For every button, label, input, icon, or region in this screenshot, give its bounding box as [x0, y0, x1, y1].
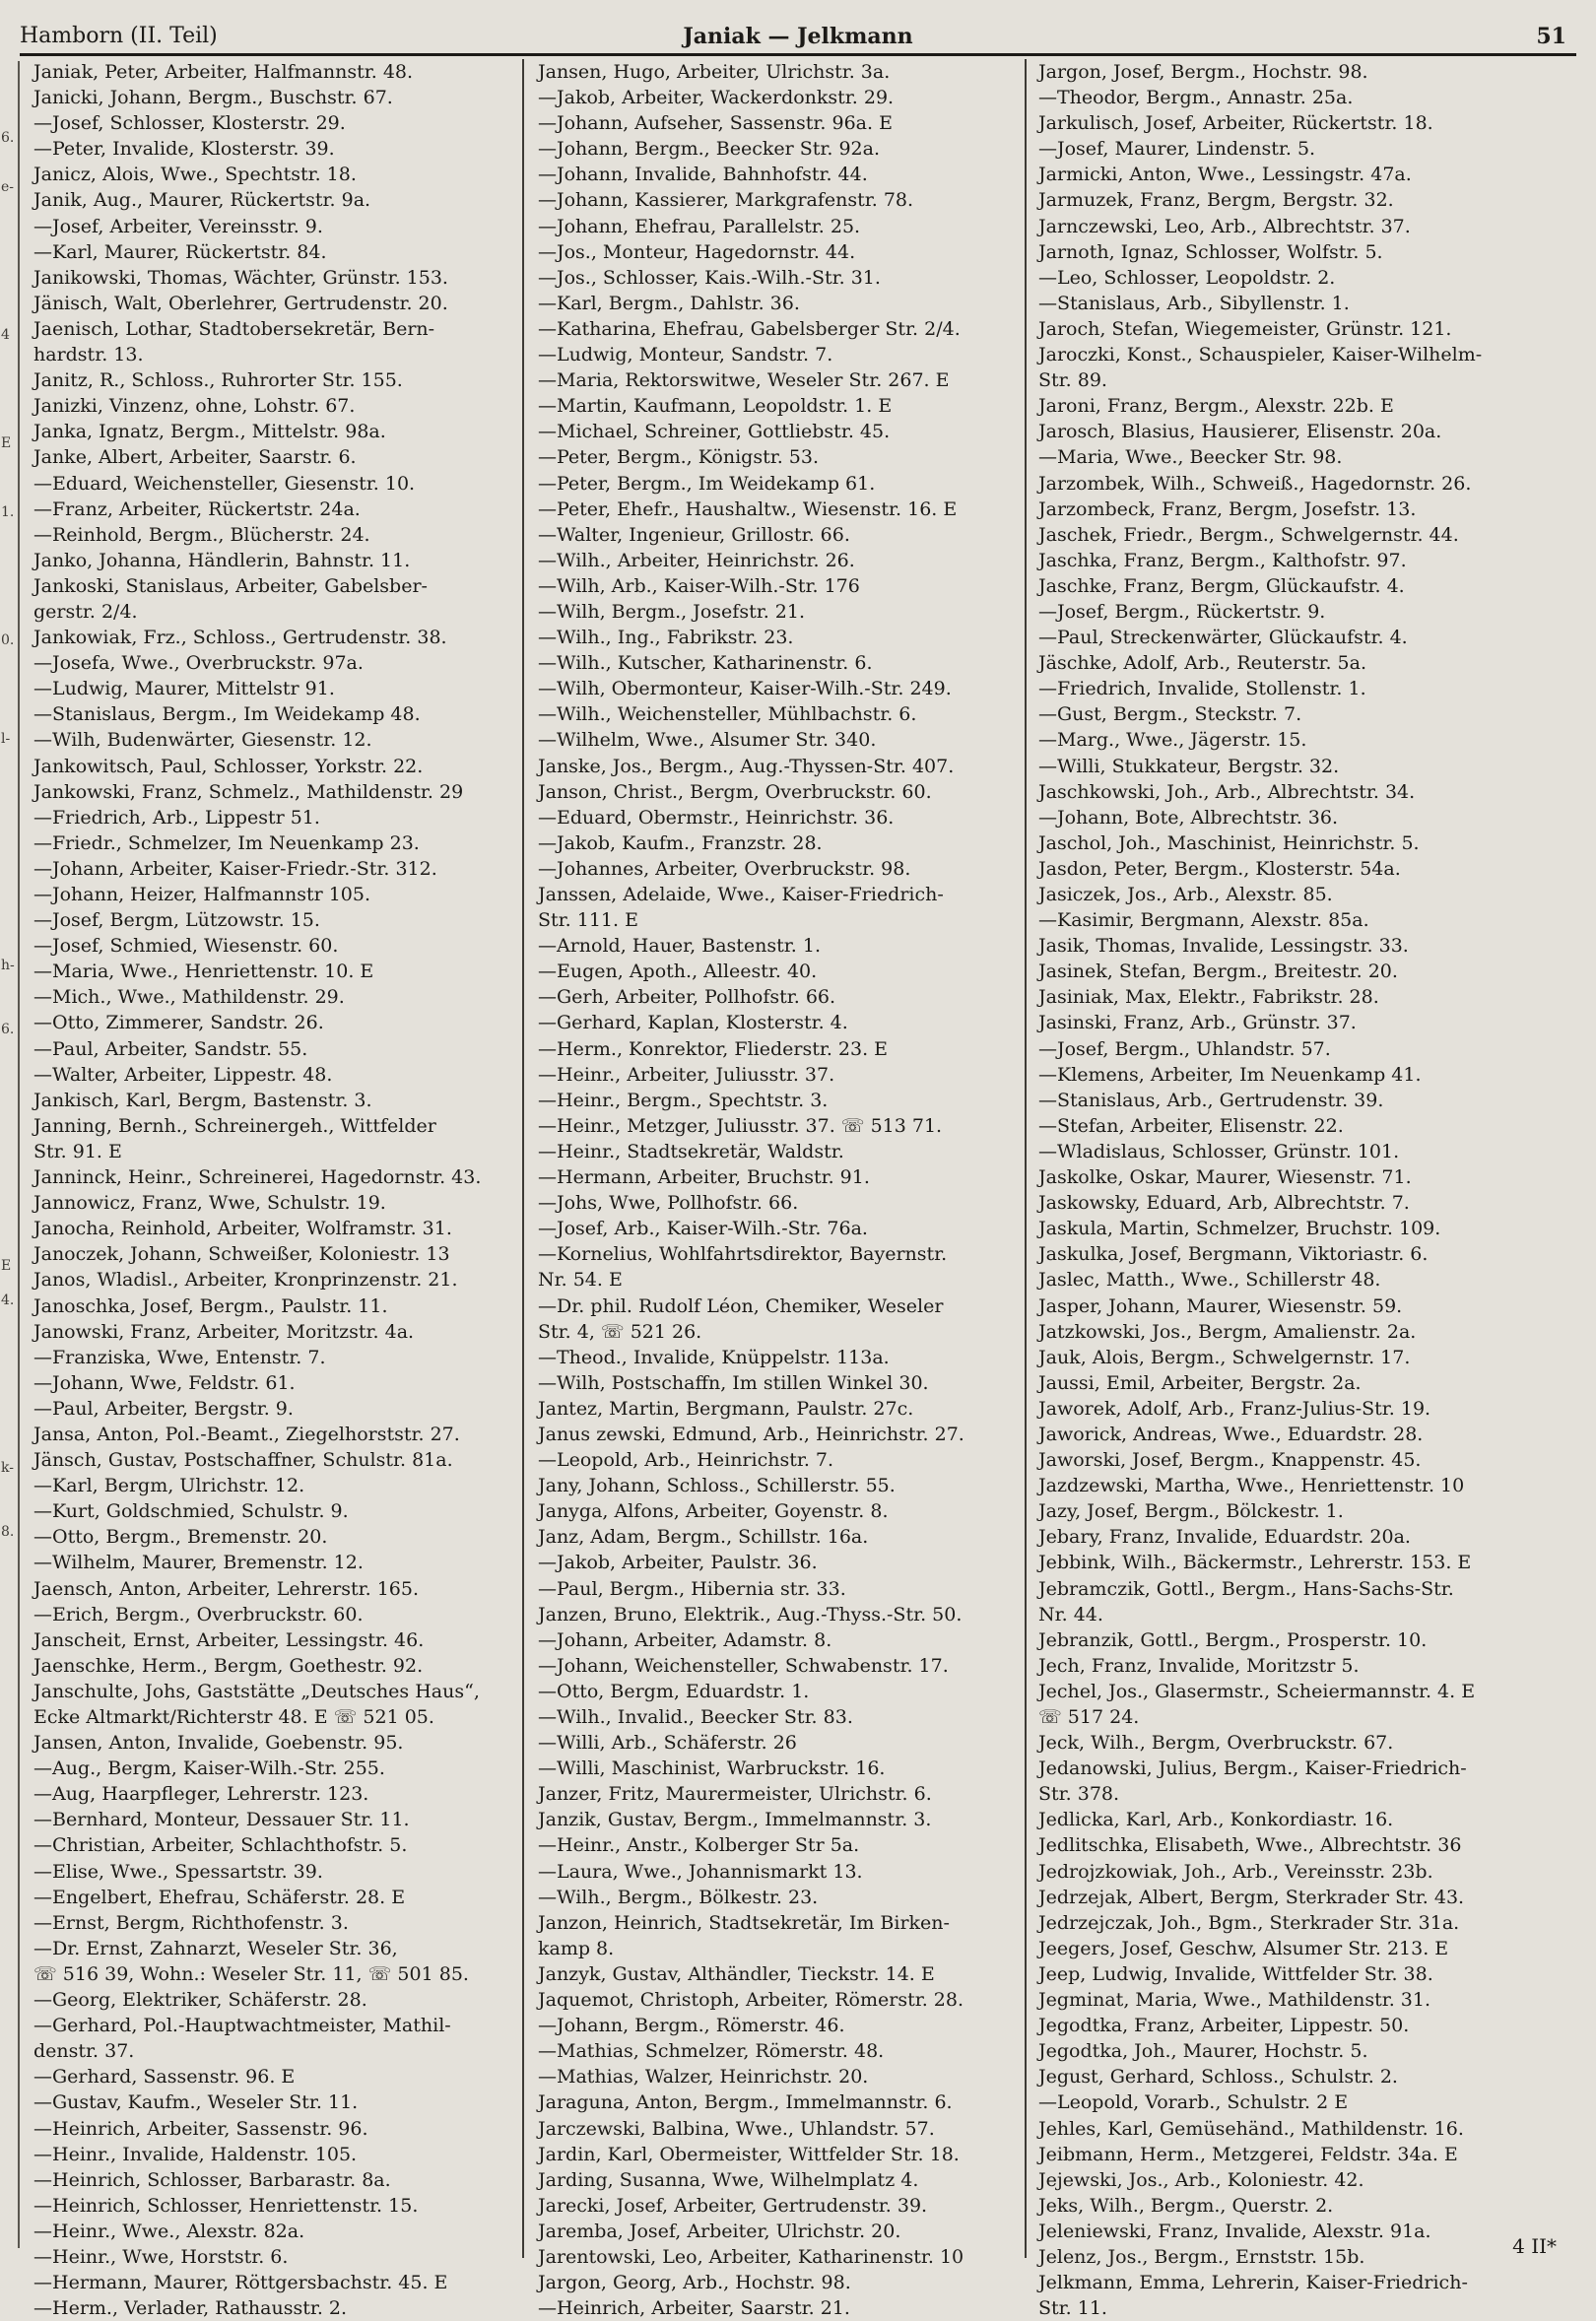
margin-mark: 4. — [1, 1293, 15, 1308]
directory-entry: Jedanowski, Julius, Bergm., Kaiser-Friedrich- — [1038, 1757, 1467, 1780]
directory-entry: Jedrzejczak, Joh., Bgm., Sterkrader Str. 31a. — [1038, 1911, 1460, 1934]
directory-entry: Janik, Aug., Maurer, Rückertstr. 9a. — [33, 189, 371, 212]
directory-entry: Janoczek, Johann, Schweißer, Koloniestr. 13 — [33, 1243, 450, 1266]
directory-entry: Jasiczek, Jos., Arb., Alexstr. 85. — [1038, 884, 1333, 905]
directory-entry: —Reinhold, Bergm., Blücherstr. 24. — [33, 523, 370, 546]
directory-entry: Janitz, R., Schloss., Ruhrorter Str. 155. — [33, 369, 403, 392]
directory-entry: Janizki, Vinzenz, ohne, Lohstr. 67. — [33, 395, 356, 418]
header-page-number: 51 — [1536, 24, 1566, 49]
directory-entry: Jaroch, Stefan, Wiegemeister, Grünstr. 121. — [1038, 317, 1452, 340]
margin-mark: k- — [1, 1460, 14, 1476]
directory-entry: —Johann, Weichensteller, Schwabenstr. 17. — [538, 1654, 949, 1677]
directory-entry: —Mich., Wwe., Mathildenstr. 29. — [33, 986, 345, 1009]
directory-entry: —Jakob, Arbeiter, Wackerdonkstr. 29. — [538, 87, 895, 109]
directory-entry: Jaschke, Franz, Bergm, Glückaufstr. 4. — [1038, 574, 1405, 597]
directory-entry: Str. 111. E — [538, 909, 638, 932]
directory-entry: —Johann, Heizer, Halfmannstr 105. — [33, 884, 371, 905]
directory-entry: —Johann, Bergm., Beecker Str. 92a. — [538, 138, 881, 161]
directory-entry: Jeegers, Josef, Geschw, Alsumer Str. 213. E — [1038, 1937, 1449, 1959]
directory-entry: —Paul, Arbeiter, Sandstr. 55. — [33, 1037, 308, 1060]
directory-entry: —Eduard, Weichensteller, Giesenstr. 10. — [33, 472, 416, 495]
directory-entry: Jargon, Josef, Bergm., Hochstr. 98. — [1038, 61, 1368, 83]
directory-entry: Janiak, Peter, Arbeiter, Halfmannstr. 48. — [33, 61, 414, 83]
directory-entry: —Otto, Bergm., Bremenstr. 20. — [33, 1526, 328, 1549]
directory-entry: Jankowiak, Frz., Schloss., Gertrudenstr. 38. — [33, 627, 447, 649]
directory-entry: Jasiniak, Max, Elektr., Fabrikstr. 28. — [1038, 986, 1379, 1009]
directory-column-3 — [1031, 59, 1528, 2321]
directory-entry: Janning, Bernh., Schreinergeh., Wittfelder — [33, 1114, 436, 1137]
directory-entry: Jasik, Thomas, Invalide, Lessingstr. 33. — [1038, 935, 1409, 958]
directory-entry: Janowski, Franz, Arbeiter, Moritzstr. 4a. — [33, 1320, 415, 1343]
directory-entry: Janicz, Alois, Wwe., Spechtstr. 18. — [33, 164, 357, 186]
directory-entry: —Walter, Ingenieur, Grillostr. 66. — [538, 523, 850, 546]
directory-entry: Jaraguna, Anton, Bergm., Immelmannstr. 6. — [538, 2091, 953, 2114]
directory-entry: —Kornelius, Wohlfahrtsdirektor, Bayernstr. — [538, 1243, 948, 1266]
directory-entry: —Gust, Bergm., Steckstr. 7. — [1038, 703, 1302, 726]
directory-entry: —Katharina, Ehefrau, Gabelsberger Str. 2/4. — [538, 317, 961, 340]
directory-entry: —Jakob, Kaufm., Franzstr. 28. — [538, 831, 823, 854]
directory-entry: —Martin, Kaufmann, Leopoldstr. 1. E — [538, 395, 893, 418]
directory-entry: —Heinrich, Schlosser, Barbarastr. 8a. — [33, 2168, 391, 2191]
page-footer-signature: 4 II* — [1512, 2234, 1557, 2258]
directory-entry: —Gerhard, Pol.-Hauptwachtmeister, Mathil- — [33, 2015, 451, 2037]
directory-entry: Jarzombeck, Franz, Bergm, Josefstr. 13. — [1038, 497, 1417, 520]
directory-entry: —Jos., Schlosser, Kais.-Wilh.-Str. 31. — [538, 266, 881, 289]
directory-entry: Janoschka, Josef, Bergm., Paulstr. 11. — [33, 1294, 388, 1317]
directory-entry: —Johann, Arbeiter, Adamstr. 8. — [538, 1628, 832, 1651]
directory-entry: Jaskolke, Oskar, Maurer, Wiesenstr. 71. — [1038, 1166, 1412, 1189]
directory-entry: Jaroczki, Konst., Schauspieler, Kaiser-Wilhelm- — [1038, 344, 1483, 366]
directory-entry: —Wilh, Budenwärter, Giesenstr. 12. — [33, 729, 372, 752]
directory-entry: Janschulte, Johs, Gaststätte „Deutsches Haus“, — [33, 1680, 480, 1702]
directory-entry: —Peter, Bergm., Im Weidekamp 61. — [538, 472, 876, 495]
directory-entry: Jänsch, Gustav, Postschaffner, Schulstr. 81a. — [33, 1449, 453, 1472]
directory-entry: Jaquemot, Christoph, Arbeiter, Römerstr. 28. — [538, 1989, 964, 2012]
directory-entry: —Wilh, Bergm., Josefstr. 21. — [538, 600, 806, 623]
directory-entry: —Arnold, Hauer, Bastenstr. 1. — [538, 935, 821, 958]
directory-entry: —Erich, Bergm., Overbruckstr. 60. — [33, 1603, 364, 1625]
directory-entry: Janz, Adam, Bergm., Schillstr. 16a. — [538, 1526, 869, 1549]
directory-entry: Jaskowsky, Eduard, Arb, Albrechtstr. 7. — [1038, 1192, 1410, 1215]
directory-entry: —Georg, Elektriker, Schäferstr. 28. — [33, 1989, 367, 2012]
header-section-title: Hamborn (II. Teil) — [20, 24, 218, 48]
directory-entry: —Johann, Invalide, Bahnhofstr. 44. — [538, 164, 868, 186]
directory-entry: —Leopold, Arb., Heinrichstr. 7. — [538, 1449, 834, 1472]
directory-entry: Jegodtka, Joh., Maurer, Hochstr. 5. — [1038, 2040, 1368, 2063]
directory-entry: Jardin, Karl, Obermeister, Wittfelder Str. 18. — [538, 2143, 960, 2165]
directory-entry: —Friedr., Schmelzer, Im Neuenkamp 23. — [33, 831, 420, 854]
directory-entry: —Heinr., Wwe, Horststr. 6. — [33, 2245, 289, 2268]
directory-entry: Jegminat, Maria, Wwe., Mathildenstr. 31. — [1038, 1989, 1431, 2012]
directory-entry: —Heinr., Metzger, Juliusstr. 37. ☏ 513 71. — [538, 1114, 943, 1137]
directory-entry: Jany, Johann, Schloss., Schillerstr. 55. — [538, 1475, 896, 1497]
directory-entry: —Wilh., Invalid., Beecker Str. 83. — [538, 1706, 853, 1728]
directory-entry: hardstr. 13. — [33, 344, 144, 366]
directory-entry: Jelenz, Jos., Bergm., Ernststr. 15b. — [1038, 2245, 1365, 2268]
directory-entry: Jarmicki, Anton, Wwe., Lessingstr. 47a. — [1038, 164, 1412, 186]
directory-entry: Jarosch, Blasius, Hausierer, Elisenstr. 20a. — [1038, 421, 1442, 443]
directory-entry: Jeibmann, Herm., Metzgerei, Feldstr. 34a. E — [1038, 2143, 1458, 2165]
directory-entry: Jeks, Wilh., Bergm., Querstr. 2. — [1038, 2194, 1334, 2217]
directory-entry: Jaensch, Anton, Arbeiter, Lehrerstr. 165. — [33, 1577, 419, 1600]
directory-entry: —Karl, Bergm, Ulrichstr. 12. — [33, 1475, 305, 1497]
directory-entry: Janus zewski, Edmund, Arb., Heinrichstr. 27. — [538, 1423, 964, 1445]
directory-entry: —Aug, Haarpfleger, Lehrerstr. 123. — [33, 1783, 369, 1806]
directory-entry: Janyga, Alfons, Arbeiter, Goyenstr. 8. — [538, 1500, 889, 1523]
directory-entry: —Johann, Ehefrau, Parallelstr. 25. — [538, 215, 861, 237]
margin-mark: E — [1, 435, 12, 451]
directory-entry: —Johann, Aufseher, Sassenstr. 96a. E — [538, 112, 893, 135]
directory-entry: —Maria, Wwe., Henriettenstr. 10. E — [33, 961, 374, 983]
directory-entry: gerstr. 2/4. — [33, 600, 138, 623]
directory-entry: —Johann, Bote, Albrechtstr. 36. — [1038, 806, 1339, 829]
margin-mark: 6. — [1, 130, 15, 146]
directory-entry: Jansen, Anton, Invalide, Goebenstr. 95. — [33, 1732, 404, 1755]
directory-entry: —Johannes, Arbeiter, Overbruckstr. 98. — [538, 857, 911, 880]
directory-entry: —Johs, Wwe, Pollhofstr. 66. — [538, 1192, 799, 1215]
page-header — [20, 14, 1576, 56]
directory-entry: Str. 11. — [1038, 2297, 1107, 2320]
left-margin-fragment — [0, 61, 20, 2248]
directory-entry: —Wilh., Weichensteller, Mühlbachstr. 6. — [538, 703, 917, 726]
directory-entry: Jaskulka, Josef, Bergmann, Viktoriastr. 6. — [1038, 1243, 1429, 1266]
directory-entry: Jansen, Hugo, Arbeiter, Ulrichstr. 3a. — [538, 61, 891, 83]
directory-entry: —Eugen, Apoth., Alleestr. 40. — [538, 961, 818, 983]
directory-entry: —Willi, Stukkateur, Bergstr. 32. — [1038, 755, 1340, 777]
directory-entry: —Wilh., Ing., Fabrikstr. 23. — [538, 627, 794, 649]
directory-entry: —Gustav, Kaufm., Weseler Str. 11. — [33, 2091, 359, 2114]
directory-entry: Janzen, Bruno, Elektrik., Aug.-Thyss.-Str. 50. — [538, 1603, 963, 1625]
directory-entry: —Aug., Bergm, Kaiser-Wilh.-Str. 255. — [33, 1757, 385, 1780]
directory-entry: —Heinr., Bergm., Spechtstr. 3. — [538, 1089, 829, 1111]
directory-entry: —Kurt, Goldschmied, Schulstr. 9. — [33, 1500, 349, 1523]
directory-entry: —Heinrich, Schlosser, Henriettenstr. 15. — [33, 2194, 419, 2217]
directory-entry: Str. 89. — [1038, 369, 1107, 392]
directory-entry: —Johann, Wwe, Feldstr. 61. — [33, 1371, 296, 1394]
directory-entry: —Wladislaus, Schlosser, Grünstr. 101. — [1038, 1140, 1400, 1162]
directory-entry: —Maria, Wwe., Beecker Str. 98. — [1038, 446, 1343, 469]
directory-entry: —Josef, Arb., Kaiser-Wilh.-Str. 76a. — [538, 1218, 868, 1240]
directory-entry: —Marg., Wwe., Jägerstr. 15. — [1038, 729, 1307, 752]
directory-entry: denstr. 37. — [33, 2040, 135, 2063]
directory-entry: —Wilh, Obermonteur, Kaiser-Wilh.-Str. 249. — [538, 678, 952, 700]
directory-entry: —Wilh, Arb., Kaiser-Wilh.-Str. 176 — [538, 574, 860, 597]
directory-entry: —Elise, Wwe., Spessartstr. 39. — [33, 1860, 323, 1883]
directory-entry: Jaschkowski, Joh., Arb., Albrechtstr. 34. — [1038, 780, 1416, 803]
directory-entry: —Paul, Streckenwärter, Glückaufstr. 4. — [1038, 627, 1408, 649]
directory-entry: Nr. 44. — [1038, 1603, 1103, 1625]
directory-entry: Jeep, Ludwig, Invalide, Wittfelder Str. 38. — [1038, 1962, 1433, 1985]
directory-entry: —Eduard, Obermstr., Heinrichstr. 36. — [538, 806, 895, 829]
directory-entry: —Leo, Schlosser, Leopoldstr. 2. — [1038, 266, 1336, 289]
directory-entry: Janzer, Fritz, Maurermeister, Ulrichstr. 6. — [538, 1783, 932, 1806]
directory-entry: —Heinrich, Arbeiter, Saarstr. 21. — [538, 2297, 850, 2320]
directory-entry: Jelkmann, Emma, Lehrerin, Kaiser-Friedrich- — [1038, 2272, 1468, 2294]
directory-entry: Jazy, Josef, Bergm., Bölckestr. 1. — [1038, 1500, 1344, 1523]
directory-entry: —Herm., Verlader, Rathausstr. 2. — [33, 2297, 348, 2320]
directory-entry: —Wilhelm, Maurer, Bremenstr. 12. — [33, 1552, 364, 1574]
directory-entry: Janson, Christ., Bergm, Overbruckstr. 60. — [538, 780, 932, 803]
directory-entry: —Engelbert, Ehefrau, Schäferstr. 28. E — [33, 1886, 406, 1908]
directory-entry: —Josef, Bergm., Uhlandstr. 57. — [1038, 1037, 1331, 1060]
directory-entry: Janko, Johanna, Händlerin, Bahnstr. 11. — [33, 549, 411, 571]
directory-entry: Janocha, Reinhold, Arbeiter, Wolframstr. 31. — [33, 1218, 452, 1240]
directory-entry: —Paul, Bergm., Hibernia str. 33. — [538, 1577, 846, 1600]
directory-entry: —Josef, Schlosser, Klosterstr. 29. — [33, 112, 346, 135]
directory-entry: Nr. 54. E — [538, 1269, 623, 1292]
directory-entry: —Mathias, Schmelzer, Römerstr. 48. — [538, 2040, 885, 2063]
directory-entry: Jebranzik, Gottl., Bergm., Prosperstr. 10. — [1038, 1628, 1428, 1651]
directory-entry: —Willi, Arb., Schäferstr. 26 — [538, 1732, 797, 1755]
margin-mark: e- — [1, 179, 15, 195]
directory-entry: —Wilhelm, Wwe., Alsumer Str. 340. — [538, 729, 877, 752]
directory-entry: —Heinr., Wwe., Alexstr. 82a. — [33, 2220, 305, 2242]
directory-entry: —Dr. phil. Rudolf Léon, Chemiker, Weseler — [538, 1294, 944, 1317]
directory-entry: —Maria, Rektorswitwe, Weseler Str. 267. E — [538, 369, 950, 392]
directory-entry: —Stanislaus, Arb., Gertrudenstr. 39. — [1038, 1089, 1384, 1111]
directory-entry: —Wilh., Bergm., Bölkestr. 23. — [538, 1886, 819, 1908]
directory-entry: —Stefan, Arbeiter, Elisenstr. 22. — [1038, 1114, 1344, 1137]
directory-entry: —Ernst, Bergm, Richthofenstr. 3. — [33, 1911, 349, 1934]
directory-entry: Jankisch, Karl, Bergm, Bastenstr. 3. — [33, 1089, 372, 1111]
directory-entry: Jarentowski, Leo, Arbeiter, Katharinenstr. 10 — [538, 2245, 964, 2268]
directory-entry: —Friedrich, Arb., Lippestr 51. — [33, 806, 320, 829]
directory-entry: Str. 4, ☏ 521 26. — [538, 1320, 702, 1343]
directory-entry: Janikowski, Thomas, Wächter, Grünstr. 153. — [33, 266, 448, 289]
directory-entry: —Johann, Kassierer, Markgrafenstr. 78. — [538, 189, 914, 212]
margin-mark: 6. — [1, 1022, 15, 1037]
directory-entry: Str. 378. — [1038, 1783, 1120, 1806]
directory-entry: Jasinek, Stefan, Bergm., Breitestr. 20. — [1038, 961, 1398, 983]
directory-entry: Str. 91. E — [33, 1140, 122, 1162]
directory-entry: —Ludwig, Maurer, Mittelstr 91. — [33, 678, 335, 700]
directory-entry: Janzik, Gustav, Bergm., Immelmannstr. 3. — [538, 1809, 932, 1831]
directory-entry: Jasinski, Franz, Arb., Grünstr. 37. — [1038, 1012, 1357, 1034]
directory-entry: —Laura, Wwe., Johannismarkt 13. — [538, 1860, 863, 1883]
directory-entry: Jarmuzek, Franz, Bergm, Bergstr. 32. — [1038, 189, 1394, 212]
directory-entry: —Bernhard, Monteur, Dessauer Str. 11. — [33, 1809, 410, 1831]
directory-entry: Jaussi, Emil, Arbeiter, Bergstr. 2a. — [1038, 1371, 1362, 1394]
directory-entry: Janske, Jos., Bergm., Aug.-Thyssen-Str. 407. — [538, 755, 955, 777]
directory-entry: Janke, Albert, Arbeiter, Saarstr. 6. — [33, 446, 357, 469]
directory-entry: Jegodtka, Franz, Arbeiter, Lippestr. 50. — [1038, 2015, 1410, 2037]
directory-entry: Jarzombek, Wilh., Schweiß., Hagedornstr. 26. — [1038, 472, 1472, 495]
directory-entry: ☏ 517 24. — [1038, 1706, 1140, 1728]
directory-entry: Jaroni, Franz, Bergm., Alexstr. 22b. E — [1038, 395, 1394, 418]
directory-entry: —Otto, Zimmerer, Sandstr. 26. — [33, 1012, 324, 1034]
directory-entry: Jaschka, Franz, Bergm., Kalthofstr. 97. — [1038, 549, 1407, 571]
directory-entry: Jazdzewski, Martha, Wwe., Henriettenstr. 10 — [1038, 1475, 1465, 1497]
directory-entry: Jejewski, Jos., Arb., Koloniestr. 42. — [1038, 2168, 1364, 2191]
directory-entry: —Josef, Maurer, Lindenstr. 5. — [1038, 138, 1316, 161]
directory-entry: —Hermann, Arbeiter, Bruchstr. 91. — [538, 1166, 870, 1189]
directory-entry: Jechel, Jos., Glasermstr., Scheiermannstr. 4. E — [1038, 1680, 1476, 1702]
directory-entry: —Heinr., Stadtsekretär, Waldstr. — [538, 1140, 844, 1162]
directory-entry: Jatzkowski, Jos., Bergm, Amalienstr. 2a. — [1038, 1320, 1417, 1343]
directory-entry: Jantez, Martin, Bergmann, Paulstr. 27c. — [538, 1397, 914, 1420]
directory-entry: Jeck, Wilh., Bergm, Overbruckstr. 67. — [1038, 1732, 1394, 1755]
directory-entry: —Heinr., Arbeiter, Juliusstr. 37. — [538, 1063, 835, 1086]
directory-entry: Jebbink, Wilh., Bäckermstr., Lehrerstr. 153. E — [1038, 1552, 1472, 1574]
directory-entry: Jarnczewski, Leo, Arb., Albrechtstr. 37. — [1038, 215, 1411, 237]
directory-entry: Jaworski, Josef, Bergm., Knappenstr. 45. — [1038, 1449, 1422, 1472]
directory-entry: —Stanislaus, Bergm., Im Weidekamp 48. — [33, 703, 421, 726]
directory-entry: —Karl, Bergm., Dahlstr. 36. — [538, 292, 800, 314]
directory-entry: Jaenschke, Herm., Bergm, Goethestr. 92. — [33, 1654, 424, 1677]
directory-entry: Jebramczik, Gottl., Bergm., Hans-Sachs-Str. — [1038, 1577, 1454, 1600]
directory-entry: Ecke Altmarkt/Richterstr 48. E ☏ 521 05. — [33, 1706, 434, 1728]
directory-entry: —Christian, Arbeiter, Schlachthofstr. 5. — [33, 1834, 408, 1857]
margin-mark: l- — [1, 731, 11, 747]
margin-mark: 1. — [1, 504, 15, 520]
directory-entry: —Theodor, Bergm., Annastr. 25a. — [1038, 87, 1354, 109]
directory-column-1 — [26, 59, 523, 2321]
directory-entry: —Josef, Schmied, Wiesenstr. 60. — [33, 935, 339, 958]
directory-entry: —Kasimir, Bergmann, Alexstr. 85a. — [1038, 909, 1369, 932]
directory-entry: Jarczewski, Balbina, Wwe., Uhlandstr. 57. — [538, 2117, 935, 2140]
directory-entry: —Michael, Schreiner, Gottliebstr. 45. — [538, 421, 891, 443]
directory-entry: Jarnoth, Ignaz, Schlosser, Wolfstr. 5. — [1038, 240, 1383, 263]
directory-entry: Jankowski, Franz, Schmelz., Mathildenstr. 29 — [33, 780, 464, 803]
directory-entry: Jaenisch, Lothar, Stadtobersekretär, Bern- — [33, 317, 435, 340]
directory-entry: —Heinrich, Arbeiter, Sassenstr. 96. — [33, 2117, 368, 2140]
header-name-range: Janiak — Jelkmann — [683, 24, 913, 49]
directory-entry: —Josef, Arbeiter, Vereinsstr. 9. — [33, 215, 323, 237]
directory-entry: —Karl, Maurer, Rückertstr. 84. — [33, 240, 327, 263]
directory-entry: —Josef, Bergm, Lützowstr. 15. — [33, 909, 320, 932]
directory-entry: Jedrzejak, Albert, Bergm, Sterkrader Str. 43. — [1038, 1886, 1465, 1908]
directory-entry: —Willi, Maschinist, Warbruckstr. 16. — [538, 1757, 886, 1780]
directory-entry: —Peter, Bergm., Königstr. 53. — [538, 446, 819, 469]
directory-entry: —Friedrich, Invalide, Stollenstr. 1. — [1038, 678, 1366, 700]
directory-entry: Jarding, Susanna, Wwe, Wilhelmplatz 4. — [538, 2168, 919, 2191]
directory-entry: Jech, Franz, Invalide, Moritzstr 5. — [1038, 1654, 1360, 1677]
directory-entry: —Klemens, Arbeiter, Im Neuenkamp 41. — [1038, 1063, 1422, 1086]
directory-entry: Jaworek, Adolf, Arb., Franz-Julius-Str. 19. — [1038, 1397, 1431, 1420]
directory-entry: —Paul, Arbeiter, Bergstr. 9. — [33, 1397, 294, 1420]
directory-entry: —Peter, Ehefr., Haushaltw., Wiesenstr. 16. E — [538, 497, 958, 520]
directory-entry: Jasper, Johann, Maurer, Wiesenstr. 59. — [1038, 1294, 1403, 1317]
directory-entry: —Ludwig, Monteur, Sandstr. 7. — [538, 344, 833, 366]
directory-entry: —Jos., Monteur, Hagedornstr. 44. — [538, 240, 856, 263]
directory-entry: —Walter, Arbeiter, Lippestr. 48. — [33, 1063, 333, 1086]
directory-entry: Jankoski, Stanislaus, Arbeiter, Gabelsber- — [33, 574, 428, 597]
directory-entry: Jaworick, Andreas, Wwe., Eduardstr. 28. — [1038, 1423, 1424, 1445]
directory-entry: Jaschek, Friedr., Bergm., Schwelgernstr. 44. — [1038, 523, 1459, 546]
margin-mark: 4 — [1, 327, 10, 343]
directory-entry: —Leopold, Vorarb., Schulstr. 2 E — [1038, 2091, 1349, 2114]
directory-entry: —Peter, Invalide, Klosterstr. 39. — [33, 138, 335, 161]
directory-entry: kamp 8. — [538, 1937, 615, 1959]
directory-entry: Jegust, Gerhard, Schloss., Schulstr. 2. — [1038, 2066, 1398, 2089]
directory-entry: Jaschol, Joh., Maschinist, Heinrichstr. 5. — [1038, 831, 1420, 854]
directory-entry: —Josef, Bergm., Rückertstr. 9. — [1038, 600, 1326, 623]
directory-entry: Jedlicka, Karl, Arb., Konkordiastr. 16. — [1038, 1809, 1394, 1831]
directory-entry: —Herm., Konrektor, Fliederstr. 23. E — [538, 1037, 889, 1060]
directory-entry: Janssen, Adelaide, Wwe., Kaiser-Friedrich- — [538, 884, 944, 905]
directory-entry: Jäschke, Adolf, Arb., Reuterstr. 5a. — [1038, 652, 1366, 675]
directory-entry: ☏ 516 39, Wohn.: Weseler Str. 11, ☏ 501 85. — [33, 1962, 469, 1985]
directory-entry: —Wilh., Kutscher, Katharinenstr. 6. — [538, 652, 873, 675]
directory-entry: Jaslec, Matth., Wwe., Schillerstr 48. — [1038, 1269, 1381, 1292]
directory-entry: —Josefa, Wwe., Overbruckstr. 97a. — [33, 652, 364, 675]
directory-entry: —Hermann, Maurer, Röttgersbachstr. 45. E — [33, 2272, 448, 2294]
directory-entry: Jasdon, Peter, Bergm., Klosterstr. 54a. — [1038, 857, 1401, 880]
directory-entry: —Dr. Ernst, Zahnarzt, Weseler Str. 36, — [33, 1937, 398, 1959]
directory-entry: —Theod., Invalide, Knüppelstr. 113a. — [538, 1346, 890, 1368]
directory-entry: Jaremba, Josef, Arbeiter, Ulrichstr. 20. — [538, 2220, 901, 2242]
directory-entry: —Jakob, Arbeiter, Paulstr. 36. — [538, 1552, 818, 1574]
directory-entry: —Gerhard, Kaplan, Klosterstr. 4. — [538, 1012, 848, 1034]
margin-mark: 8. — [1, 1524, 15, 1540]
directory-entry: Janscheit, Ernst, Arbeiter, Lessingstr. 46. — [33, 1628, 425, 1651]
margin-mark: E — [1, 1258, 12, 1274]
directory-entry: Janzyk, Gustav, Althändler, Tieckstr. 14. E — [538, 1962, 935, 1985]
directory-entry: —Franziska, Wwe, Entenstr. 7. — [33, 1346, 326, 1368]
directory-entry: Jebary, Franz, Invalide, Eduardstr. 20a. — [1038, 1526, 1411, 1549]
directory-column-2 — [530, 59, 1028, 2321]
directory-entry: Jannowicz, Franz, Wwe, Schulstr. 19. — [33, 1192, 386, 1215]
directory-entry: —Heinr., Anstr., Kolberger Str 5a. — [538, 1834, 860, 1857]
directory-entry: Jarecki, Josef, Arbeiter, Gertrudenstr. 39. — [538, 2194, 928, 2217]
directory-entry: —Otto, Bergm, Eduardstr. 1. — [538, 1680, 810, 1702]
directory-entry: Jargon, Georg, Arb., Hochstr. 98. — [538, 2272, 851, 2294]
directory-entry: Janka, Ignatz, Bergm., Mittelstr. 98a. — [33, 421, 386, 443]
directory-entry: —Johann, Bergm., Römerstr. 46. — [538, 2015, 845, 2037]
directory-entry: Janninck, Heinr., Schreinerei, Hagedornstr. 43. — [33, 1166, 482, 1189]
directory-entry: —Wilh, Postschaffn, Im stillen Winkel 30. — [538, 1371, 929, 1394]
margin-mark: 0. — [1, 632, 15, 648]
directory-entry: Jänisch, Walt, Oberlehrer, Gertrudenstr. 20. — [33, 292, 448, 314]
directory-entry: —Stanislaus, Arb., Sibyllenstr. 1. — [1038, 292, 1350, 314]
directory-entry: —Gerh, Arbeiter, Pollhofstr. 66. — [538, 986, 836, 1009]
directory-entry: Jankowitsch, Paul, Schlosser, Yorkstr. 22. — [33, 755, 424, 777]
directory-entry: Janicki, Johann, Bergm., Buschstr. 67. — [33, 87, 393, 109]
directory-entry: —Mathias, Walzer, Heinrichstr. 20. — [538, 2066, 869, 2089]
directory-entry: Jedrojzkowiak, Joh., Arb., Vereinsstr. 23b. — [1038, 1860, 1433, 1883]
directory-entry: Jedlitschka, Elisabeth, Wwe., Albrechtstr. 36 — [1038, 1834, 1462, 1857]
directory-entry: —Johann, Arbeiter, Kaiser-Friedr.-Str. 312. — [33, 857, 437, 880]
margin-mark: h- — [1, 958, 15, 973]
directory-entry: Jaskula, Martin, Schmelzer, Bruchstr. 109. — [1038, 1218, 1441, 1240]
directory-entry: Jeleniewski, Franz, Invalide, Alexstr. 91a. — [1038, 2220, 1431, 2242]
directory-entry: Jauk, Alois, Bergm., Schwelgernstr. 17. — [1038, 1346, 1411, 1368]
directory-entry: Janzon, Heinrich, Stadtsekretär, Im Birken- — [538, 1911, 950, 1934]
directory-entry: —Heinr., Invalide, Haldenstr. 105. — [33, 2143, 358, 2165]
directory-entry: —Franz, Arbeiter, Rückertstr. 24a. — [33, 497, 361, 520]
directory-entry: Jarkulisch, Josef, Arbeiter, Rückertstr. 18. — [1038, 112, 1433, 135]
directory-entry: —Wilh., Arbeiter, Heinrichstr. 26. — [538, 549, 855, 571]
directory-entry: Jansa, Anton, Pol.-Beamt., Ziegelhorststr. 27. — [33, 1423, 460, 1445]
directory-entry: —Gerhard, Sassenstr. 96. E — [33, 2066, 296, 2089]
directory-entry: Jehles, Karl, Gemüsehänd., Mathildenstr. 16. — [1038, 2117, 1464, 2140]
directory-entry: Janos, Wladisl., Arbeiter, Kronprinzenstr. 21. — [33, 1269, 458, 1292]
